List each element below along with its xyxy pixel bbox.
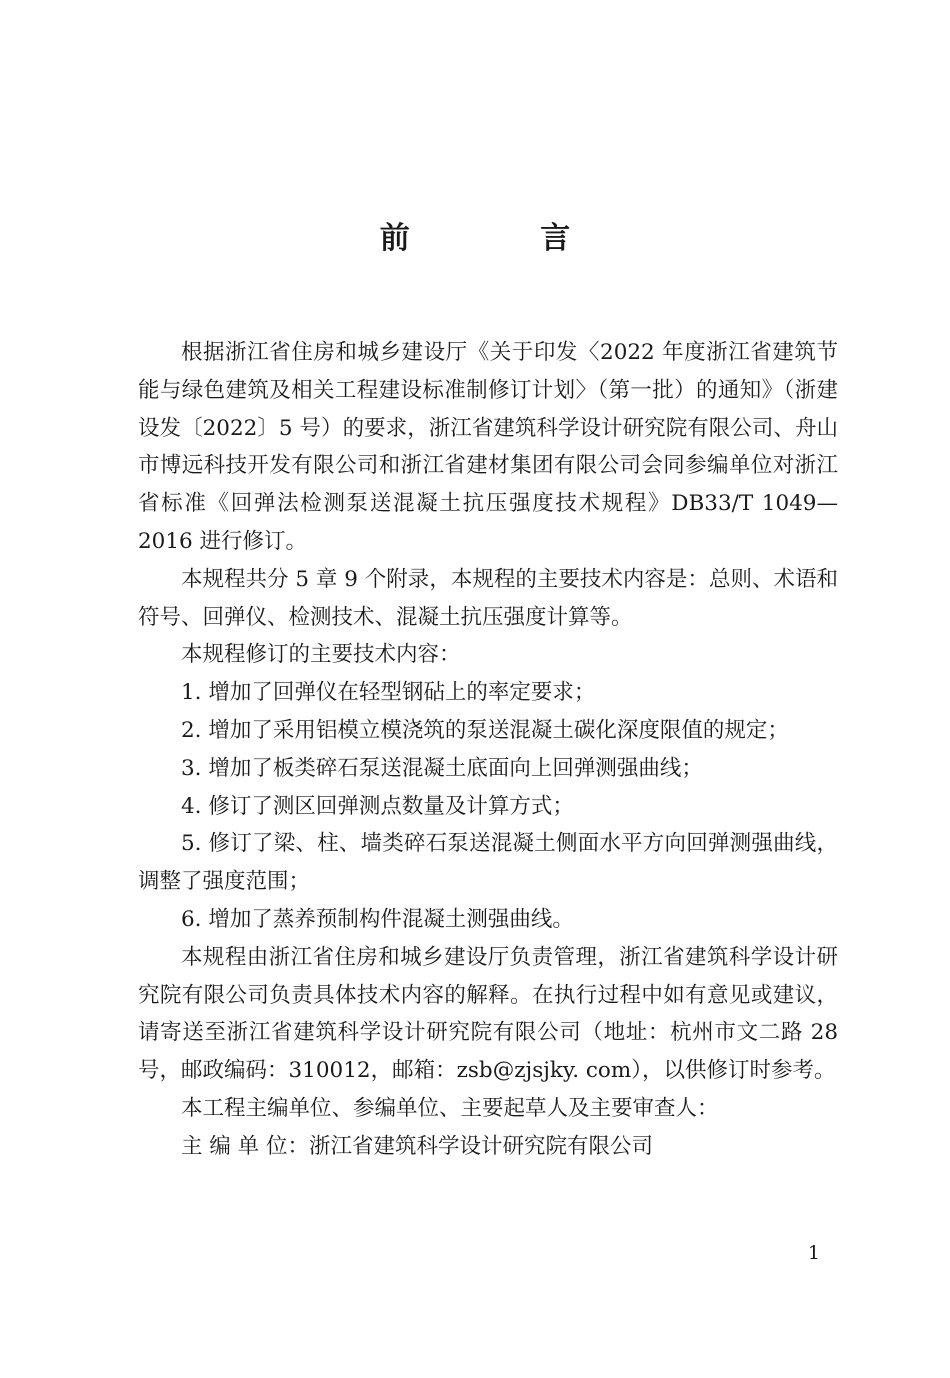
body-text	[138, 334, 838, 1166]
revision-item-5: 5. 修订了梁、柱、墙类碎石泵送混凝土侧面水平方向回弹测强曲线，调整了强度范围；	[138, 831, 838, 895]
paragraph-management: 本规程由浙江省住房和城乡建设厅负责管理，浙江省建筑科学设计研究院有限公司负责具体技术内容的解释。在执行过程中如有意见或建议，请寄送至浙江省建筑科学设计研究院有限公司（地址：杭州市文二路 28 号，邮政编码：310012，邮箱：zsb@zjsjky. com），以供修订时参考。	[138, 944, 838, 1084]
revision-item-4: 4. 修订了测区回弹测点数量及计算方式；	[181, 793, 574, 819]
paragraph-chief-unit: 主 编 单 位：浙江省建筑科学设计研究院有限公司	[181, 1133, 654, 1159]
revision-item-1: 1. 增加了回弹仪在轻型钢砧上的率定要求；	[181, 680, 596, 706]
paragraph-units-intro: 本工程主编单位、参编单位、主要起草人及主要审查人：	[181, 1095, 719, 1121]
page-number: 1	[807, 1242, 820, 1264]
paragraph-structure: 本规程共分 5 章 9 个附录，本规程的主要技术内容是：总则、术语和符号、回弹仪、检测技术、混凝土抗压强度计算等。	[138, 566, 838, 630]
revision-item-6: 6. 增加了蒸养预制构件混凝土测强曲线。	[181, 906, 574, 932]
revision-item-3: 3. 增加了板类碎石泵送混凝土底面向上回弹测强曲线；	[181, 755, 703, 781]
revision-item-2: 2. 增加了采用铝模立模浇筑的泵送混凝土碳化深度限值的规定；	[181, 717, 789, 743]
paragraph-basis: 根据浙江省住房和城乡建设厅《关于印发〈2022 年度浙江省建筑节能与绿色建筑及相关工程建设标准制修订计划〉（第一批）的通知》（浙建设发〔2022〕5 号）的要求，浙江省建筑科学设计研究院有限公司、舟山市博远科技开发有限公司和浙江省建材集团有限公司会同参编单位对浙江省标准《回弹法检测泵送混凝土抗压强度技术规程》DB33/T 1049—2016 进行修订。	[138, 340, 838, 554]
paragraph-revision-intro: 本规程修订的主要技术内容：	[181, 642, 461, 668]
page-title: 前 言	[379, 221, 631, 256]
